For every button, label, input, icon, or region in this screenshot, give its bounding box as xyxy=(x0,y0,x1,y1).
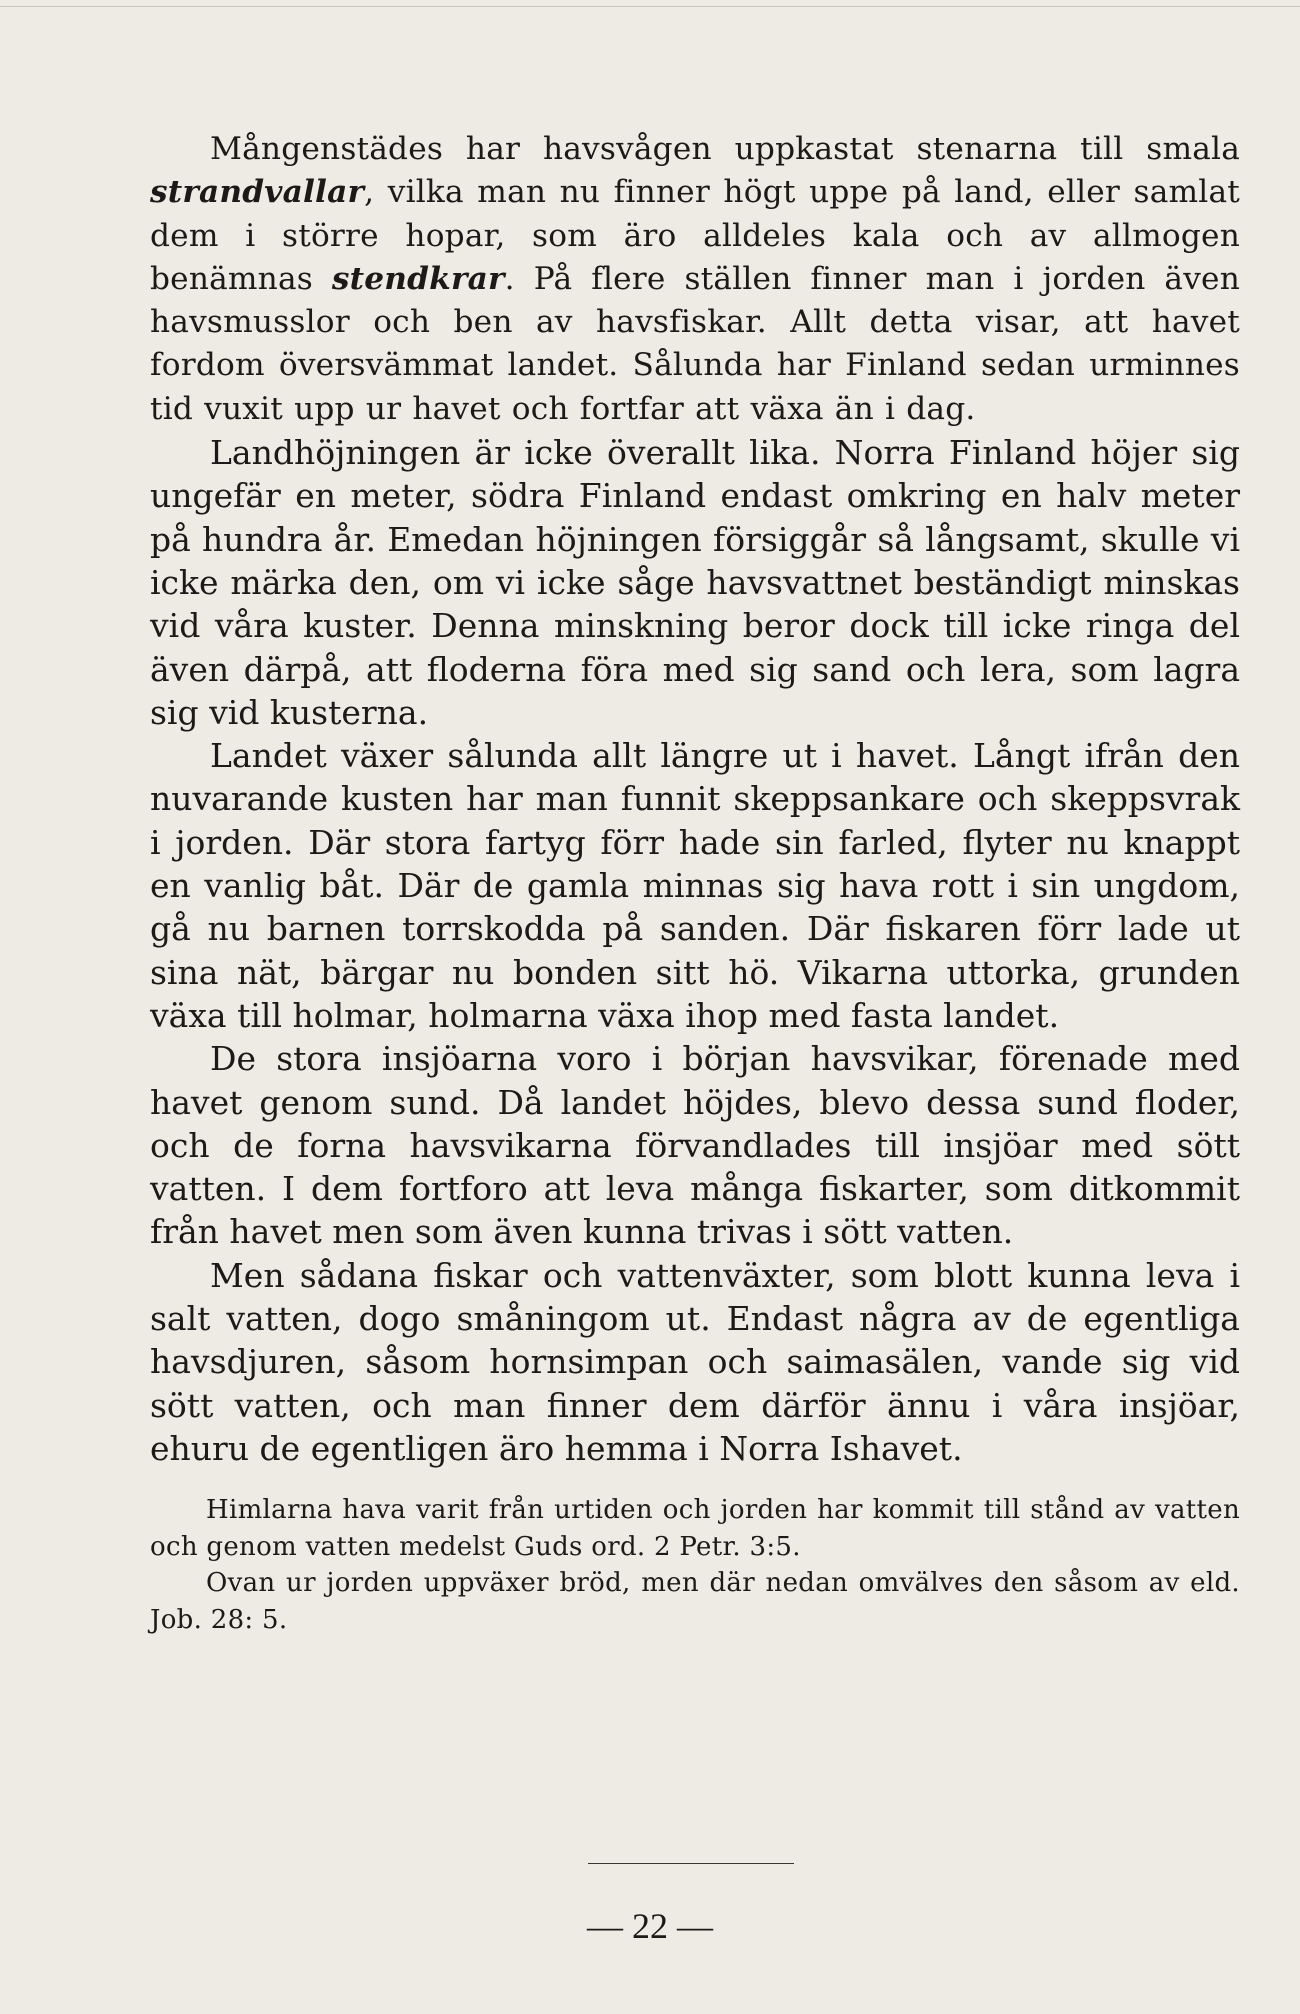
bible-quotes xyxy=(150,1492,1240,1638)
paragraph-4: De stora insjöarna voro i början havsvikar, förenade med havet genom sund. Då landet höjdes, blevo dessa sund floder, och de forna havsvikarna förvandlades till insjöar med sött vatten. I dem fortforo att leva många fiskarter, som ditkommit från havet men som även kunna trivas i sött vatten. xyxy=(150,1039,1240,1252)
paragraph-2: Landhöjningen är icke överallt lika. Norra Finland höjer sig ungefär en meter, södra Finland endast omkring en halv meter på hundra år. Emedan höjningen försiggår så långsamt, skulle vi icke märka den, om vi icke såge havsvattnet beständigt minskas vid våra kuster. Denna minskning beror dock till icke ringa del även därpå, att floderna föra med sig sand och lera, som lagra sig vid kusterna. xyxy=(150,433,1240,732)
page-number: — 22 — xyxy=(587,1906,713,1946)
paragraph-1-text-a: Mångenstädes har havsvågen uppkastat stenarna till smala xyxy=(210,131,1240,167)
term-strandvallar: strandvallar xyxy=(150,174,365,211)
paragraph-3: Landet växer sålunda allt längre ut i havet. Långt ifrån den nuvarande kusten har man funnit skeppsankare och skeppsvrak i jorden. Där stora fartyg förr hade sin farled, flyter nu knappt en vanlig båt. Där de gamla minnas sig hava rott i sin ungdom, gå nu barnen torrskodda på sanden. Där fiskaren förr lade ut sina nät, bärgar nu bonden sitt hö. Vikarna uttorka, grunden växa till holmar, holmarna växa ihop med fasta landet. xyxy=(150,736,1240,1035)
quote-2-petr: Himlarna hava varit från urtiden och jorden har kommit till stånd av vatten och genom vatten medelst Guds ord. 2 Petr. 3:5. xyxy=(150,1495,1240,1562)
paragraph-1-text-c: , vilka man nu finner högt uppe på land, eller samlat dem i större hopar, som äro alldeles kala och av allmogen benämnas xyxy=(150,174,1240,297)
page-body xyxy=(150,128,1240,1638)
quote-job: Ovan ur jorden uppväxer bröd, men där nedan omvälves den såsom av eld. Job. 28: 5. xyxy=(150,1568,1240,1635)
term-stendkrar: stendkrar xyxy=(331,260,505,297)
paragraph-1 xyxy=(150,128,1240,431)
page-top-edge xyxy=(0,6,1300,7)
paragraph-5: Men sådana fiskar och vattenväxter, som blott kunna leva i salt vatten, dogo småningom ut. Endast några av de egentliga havsdjuren, såsom hornsimpan och saimasälen, vande sig vid sött vatten, och man finner dem därför ännu i våra insjöar, ehuru de egentligen äro hemma i Norra Ishavet. xyxy=(150,1255,1240,1468)
paragraph-1-text-e: . På flere ställen finner man i jorden även havsmusslor och ben av havsfiskar. Allt detta visar, att havet fordom översvämmat landet. Sålunda har Finland sedan urminnes tid vuxit upp ur havet och fortfar att växa än i dag. xyxy=(150,260,1240,427)
separator-rule xyxy=(588,1863,794,1864)
